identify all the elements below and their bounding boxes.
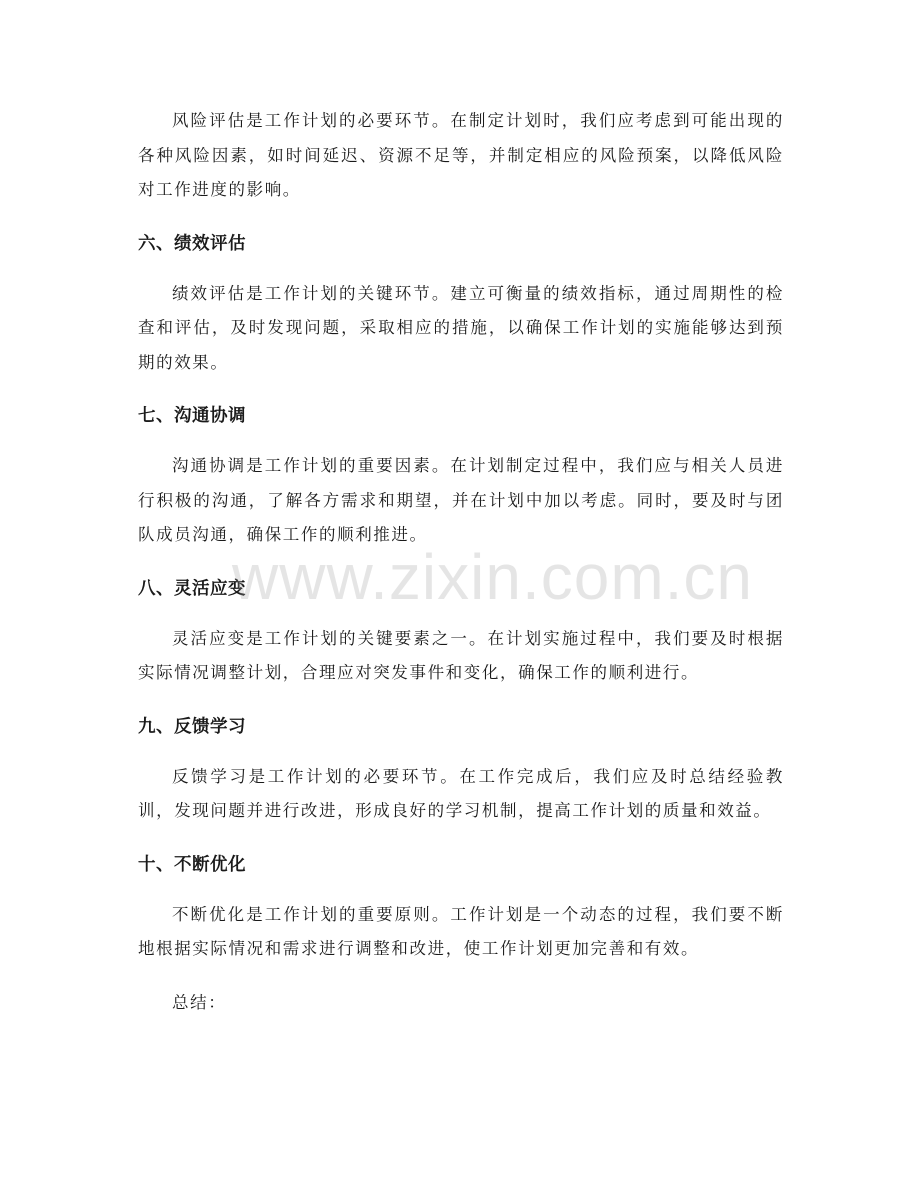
section-heading-10: 十、不断优化 [138,854,246,875]
document-body [138,104,784,1018]
summary-label: 总结： [172,992,227,1012]
section-heading-7: 七、沟通协调 [138,406,246,426]
section-body-6: 绩效评估是工作计划的关键环节。建立可衡量的绩效指标，通过周期性的检查和评估，及时发现问题，采取相应的措施，以确保工作计划的实施能够达到预期的效果。 [138,283,784,372]
section-body-8: 灵活应变是工作计划的关键要素之一。在计划实施过程中，我们要及时根据实际情况调整计划，合理应对突发事件和变化，确保工作的顺利进行。 [138,628,784,682]
section-body-10: 不断优化是工作计划的重要原则。工作计划是一个动态的过程，我们要不断地根据实际情况和需求进行调整和改进，使工作计划更加完善和有效。 [138,904,784,958]
intro-paragraph: 风险评估是工作计划的必要环节。在制定计划时，我们应考虑到可能出现的各种风险因素，如时间延迟、资源不足等，并制定相应的风险预案，以降低风险对工作进度的影响。 [138,111,784,199]
section-body-7: 沟通协调是工作计划的重要因素。在计划制定过程中，我们应与相关人员进行积极的沟通，了解各方需求和期望，并在计划中加以考虑。同时，要及时与团队成员沟通，确保工作的顺利推进。 [138,456,784,544]
section-heading-9: 九、反馈学习 [138,716,246,737]
section-heading-6: 六、绩效评估 [138,233,246,254]
watermark: www.zixin.com.cn [232,541,753,613]
section-body-9: 反馈学习是工作计划的必要环节。在工作完成后，我们应及时总结经验教训，发现问题并进行改进，形成良好的学习机制，提高工作计划的质量和效益。 [138,766,784,820]
section-heading-8: 八、灵活应变 [138,578,246,599]
